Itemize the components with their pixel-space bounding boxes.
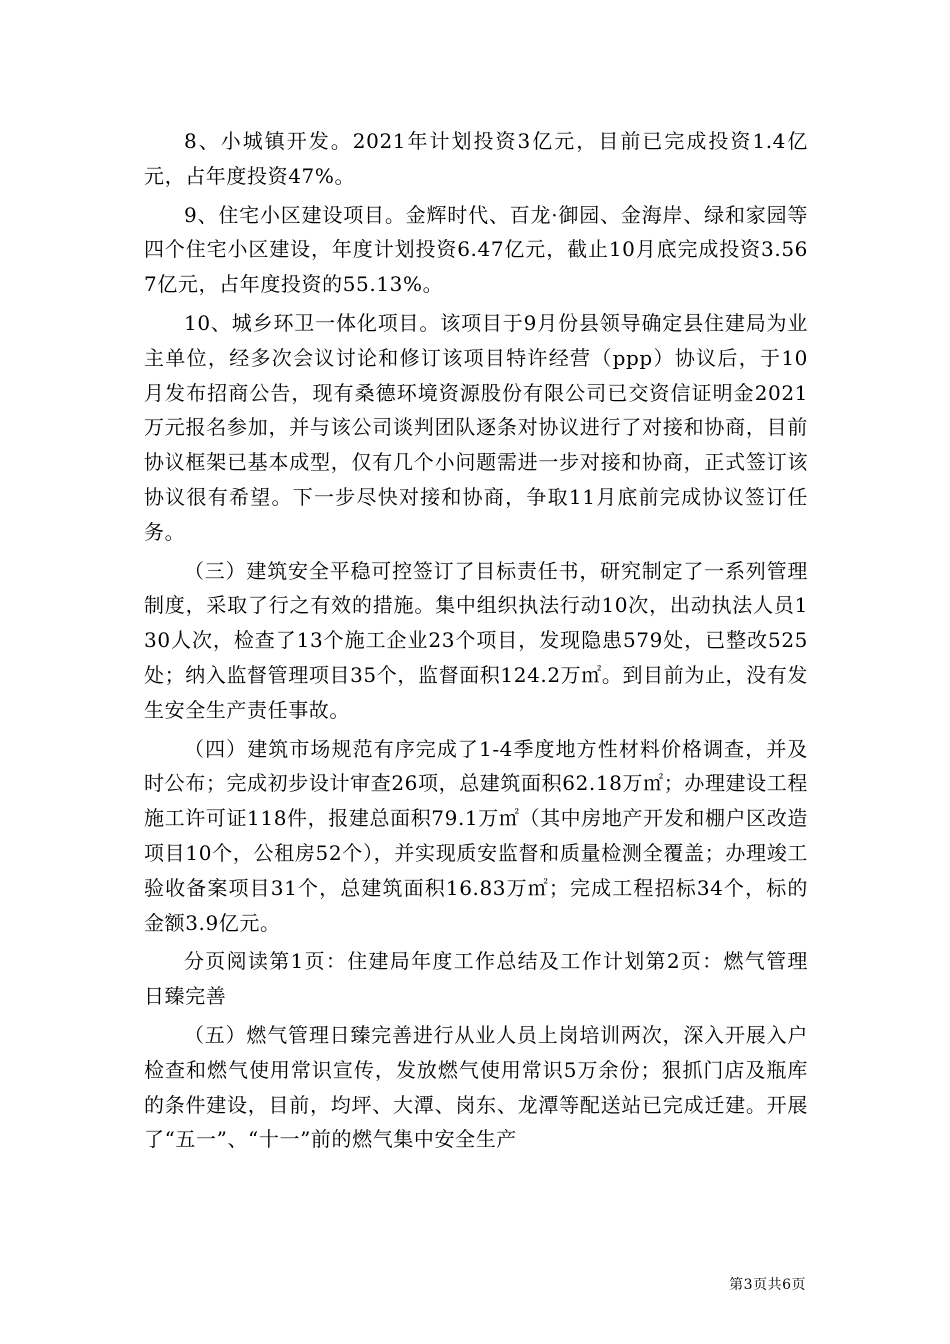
- paragraph-construction-safety: （三）建筑安全平稳可控签订了目标责任书，研究制定了一系列管理制度，采取了行之有效的措施。集中组织执法行动10次，出动执法人员130人次，检查了13个施工企业23个项目，发现隐患579处，已整改525处；纳入监督管理项目35个，监督面积124.2万㎡。到目前为止，没有发生安全生产责任事故。: [144, 558, 808, 722]
- paragraph-gas-management: （五）燃气管理日臻完善进行从业人员上岗培训两次，深入开展入户检查和燃气使用常识宣传，发放燃气使用常识5万余份；狠抓门店及瓶库的条件建设，目前，均坪、大潭、岗东、龙潭等配送站已完成迁建。开展了“五一”、“十一”前的燃气集中安全生产: [144, 1022, 808, 1152]
- document-body: [144, 124, 808, 1161]
- paragraph-page-navigation: 分页阅读第1页：住建局年度工作总结及工作计划第2页：燃气管理日臻完善: [144, 949, 808, 1009]
- page-number-footer: 第3页共6页: [729, 1277, 806, 1293]
- paragraph-residential-projects: 9、住宅小区建设项目。金辉时代、百龙·御园、金海岸、绿和家园等四个住宅小区建设，年度计划投资6.47亿元，截止10月底完成投资3.567亿元，占年度投资的55.13%。: [144, 202, 808, 297]
- paragraph-construction-market: （四）建筑市场规范有序完成了1-4季度地方性材料价格调查，并及时公布；完成初步设计审查26项，总建筑面积62.18万㎡；办理建设工程施工许可证118件，报建总面积79.1万㎡（其中房地产开发和棚户区改造项目10个，公租房52个），并实现质安监督和质量检测全覆盖；办理竣工验收备案项目31个，总建筑面积16.83万㎡；完成工程招标34个，标的金额3.9亿元。: [144, 736, 808, 935]
- paragraph-small-town-development: 8、小城镇开发。2021年计划投资3亿元，目前已完成投资1.4亿元，占年度投资47%。: [144, 129, 808, 188]
- paragraph-sanitation-project: 10、城乡环卫一体化项目。该项目于9月份县领导确定县住建局为业主单位，经多次会议讨论和修订该项目特许经营（ppp）协议后，于10月发布招商公告，现有桑德环境资源股份有限公司已交资信证明金2021万元报名参加，并与该公司谈判团队逐条对协议进行了对接和协商，目前协议框架已基本成型，仅有几个小问题需进一步对接和协商，正式签订该协议很有希望。下一步尽快对接和协商，争取11月底前完成协议签订任务。: [144, 310, 808, 544]
